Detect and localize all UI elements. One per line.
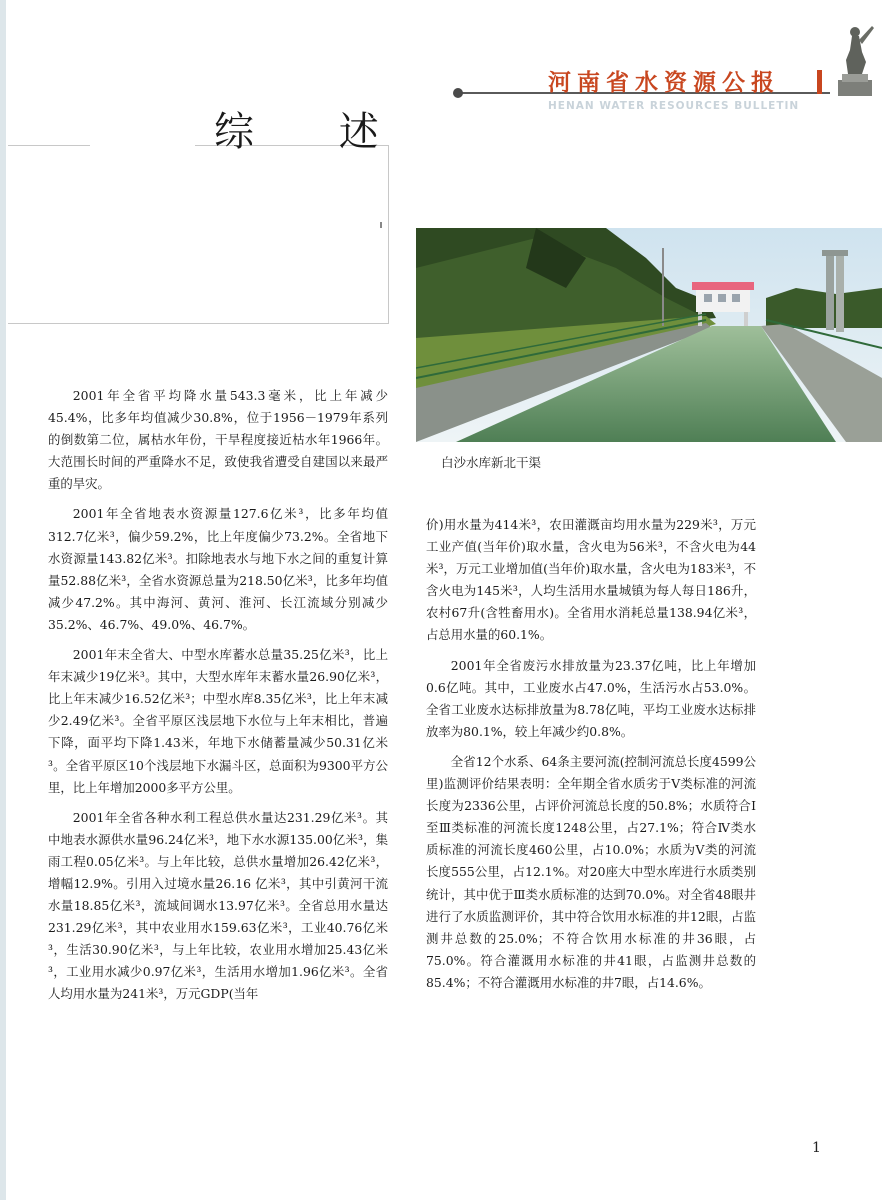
left-text-column xyxy=(48,385,388,1006)
paragraph: 2001年全省地表水资源量127.6亿米³，比多年均值312.7亿米³，偏少59.2%，比上年度偏少73.2%。全省地下水资源量143.82亿米³。扣除地表水与地下水之间的重复计算量52.88亿米³，全省水资源总量为218.50亿米³，比多年均值减少47.2%。其中海河、黄河、淮河、长江流域分别减少35.2%、46.7%、49.0%、46.7%。 xyxy=(48,506,388,632)
paragraph: 2001年末全省大、中型水库蓄水总量35.25亿米³，比上年末减少19亿米³。其中，大型水库年末蓄水量26.90亿米³，比上年末减少16.52亿米³；中型水库8.35亿米³，比上年末减少2.49亿米³。全省平原区浅层地下水位与上年末相比，普遍下降，面平均下降1.43米，年地下水储蓄量减少50.31亿米³。全省平原区10个浅层地下水漏斗区，总面积为9300平方公里，比上年增加2000多平方公里。 xyxy=(48,647,388,795)
section-title: 综 述 xyxy=(214,109,415,155)
photo-caption: 白沙水库新北干渠 xyxy=(441,455,542,470)
header-rule-dot xyxy=(453,88,463,98)
paragraph: 全省12个水系、64条主要河流(控制河流总长度4599公里)监测评价结果表明：全年期全省水质劣于Ⅴ类标准的河流长度为2336公里，占评价河流总长度的50.8%；水质符合Ⅰ至Ⅲ类标准的河流长度1248公里，占27.1%；符合Ⅳ类水质标准的河流长度460公里，占10.0%；水质为Ⅴ类的河流长度555公里，占12.1%。对20座大中型水库进行水质类别统计，其中优于Ⅲ类水质标准的达到70.0%。对全省48眼井进行了水质监测评价，其中符合饮用水标准的井12眼，占监测井总数的25.0%；不符合饮用水标准的井36眼，占75.0%。符合灌溉用水标准的井41眼，占监测井总数的85.4%；不符合灌溉用水标准的井7眼，占14.6%。 xyxy=(426,753,756,990)
statue-logo-icon xyxy=(832,22,878,98)
paragraph: 2001年全省废污水排放量为23.37亿吨，比上年增加0.6亿吨。其中，工业废水占47.0%，生活污水占53.0%。全省工业废水达标排放量为8.78亿吨，平均工业废水达标排放率为80.1%，较上年减少约0.8%。 xyxy=(426,657,756,739)
paragraph: 价)用水量为414米³，农田灌溉亩均用水量为229米³，万元工业产值(当年价)取水量，含火电为56米³，不含火电为44米³，万元工业增加值(当年价)取水量，含火电为183米³，不含火电为145米³，人均生活用水量城镇为每人每日186升，农村67升(含牲畜用水)。全省用水消耗总量138.94亿米³，占总用水量的60.1%。 xyxy=(426,517,756,643)
frame-tick-mark xyxy=(380,222,382,228)
page-number: 1 xyxy=(812,1140,821,1156)
header-accent-bar xyxy=(817,70,822,94)
paragraph: 2001年全省平均降水量543.3毫米，比上年减少45.4%，比多年均值减少30.8%，位于1956－1979年系列的倒数第二位，属枯水年份，干旱程度接近枯水年1966年。大范围长时间的严重降水不足，致使我省遭受自建国以来最严重的旱灾。 xyxy=(48,388,388,492)
canal-photo xyxy=(416,228,882,442)
title-frame-gap xyxy=(90,138,195,152)
page-edge-stripe xyxy=(0,0,6,1200)
right-text-column xyxy=(426,514,756,994)
section-title-frame xyxy=(8,145,389,324)
paragraph: 2001年全省各种水利工程总供水量达231.29亿米³。其中地表水源供水量96.24亿米³，地下水水源135.00亿米³，集雨工程0.05亿米³。与上年比较，总供水量增加26.42亿米³，增幅12.9%。引用入过境水量26.16 亿米³，其中引黄河干流水量18.85亿米³，流域间调水13.97亿米³。全省总用水量达231.29亿米³，其中农业用水159.63亿米³，工业40.76亿米³，生活30.90亿米³，与上年比较，农业用水增加25.43亿米³，工业用水减少0.97亿米³，生活用水增加1.96亿米³。全省人均用水量为241米³，万元GDP(当年 xyxy=(48,809,388,1002)
bulletin-title-cn: 河南省水资源公报 xyxy=(548,69,780,96)
bulletin-title-en: HENAN WATER RESOURCES BULLETIN xyxy=(548,100,800,112)
